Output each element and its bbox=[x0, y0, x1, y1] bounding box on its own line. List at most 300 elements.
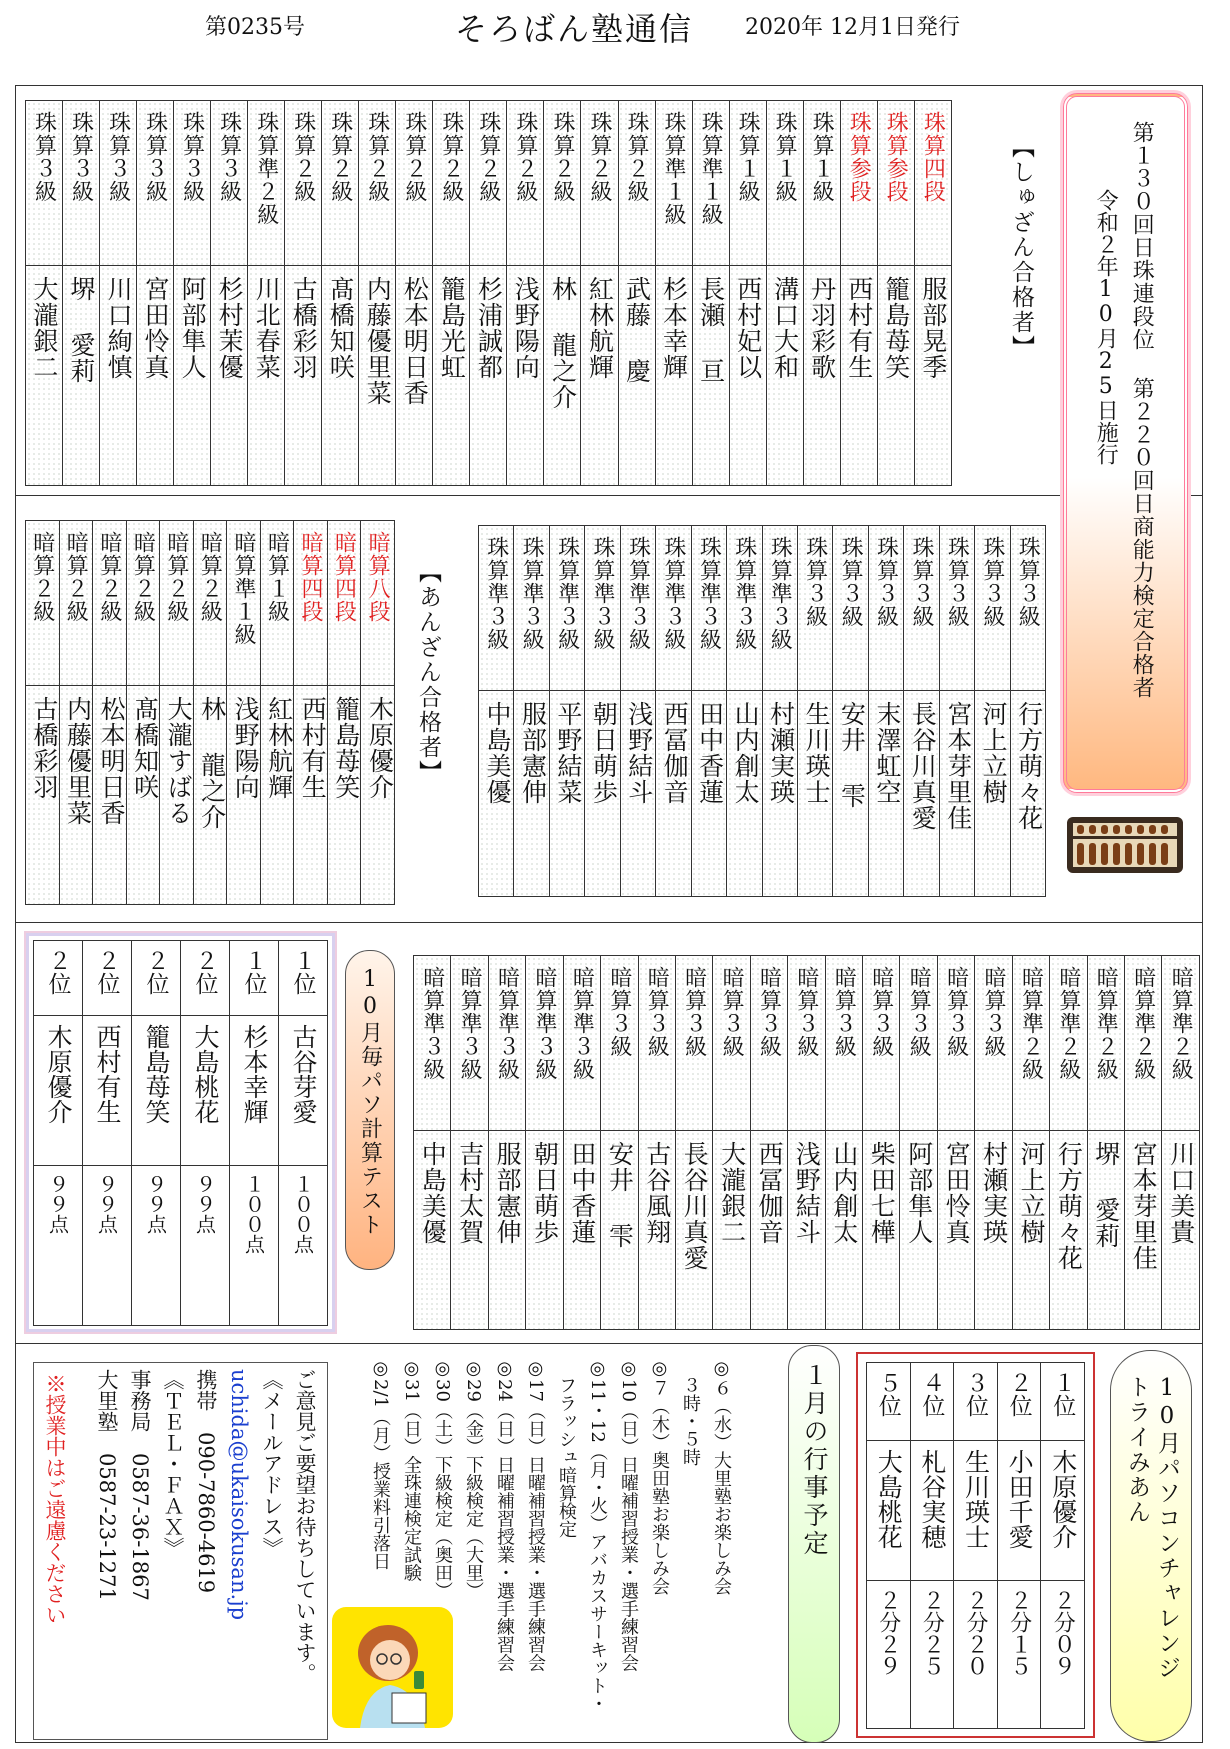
grade-cell bbox=[900, 956, 937, 1131]
name-cell bbox=[181, 1016, 230, 1166]
rank-text: ２位 bbox=[93, 949, 120, 995]
student-name: 溝口大和 bbox=[770, 276, 800, 380]
grade-label: 暗算３級 bbox=[906, 966, 932, 1058]
grade-label: 暗算準２級 bbox=[1093, 966, 1119, 1081]
grade-label: 暗算準３級 bbox=[419, 966, 445, 1081]
student-name: 堺 愛莉 bbox=[67, 276, 97, 384]
name-text: 籠島苺笑 bbox=[142, 1024, 171, 1124]
student-name: 長瀬 亘 bbox=[696, 276, 726, 384]
score-text: ９９点 bbox=[192, 1174, 217, 1234]
rank-cell bbox=[181, 941, 230, 1016]
grade-label: 暗算準１級 bbox=[230, 531, 256, 646]
grade-cell bbox=[507, 101, 544, 266]
abacus-icon bbox=[1065, 815, 1185, 875]
contact-line: ご意見ご要望お待ちしています。 bbox=[293, 1369, 317, 1684]
grade-cell bbox=[914, 101, 951, 266]
grade-label: 珠算２級 bbox=[549, 111, 575, 203]
schedule-item: ◎31（日）全珠連検定試験 bbox=[401, 1358, 422, 1582]
name-cell bbox=[863, 1131, 900, 1330]
rank-cell bbox=[997, 1363, 1041, 1441]
grade-cell bbox=[638, 956, 675, 1131]
student-name: 中島美優 bbox=[418, 1141, 448, 1245]
student-name: 大瀧すばる bbox=[164, 696, 194, 826]
name-cell bbox=[638, 1131, 675, 1330]
student-name: 中島美優 bbox=[483, 701, 512, 805]
student-name: 髙橋知咲 bbox=[130, 696, 160, 800]
name-cell bbox=[83, 1016, 132, 1166]
name-cell bbox=[1041, 1441, 1085, 1581]
grade-label: 珠算３級 bbox=[31, 111, 57, 203]
grade-label: 珠算３級 bbox=[1015, 536, 1041, 628]
student-name: 平野結菜 bbox=[553, 701, 583, 805]
grade-label: 珠算準３級 bbox=[696, 536, 722, 651]
student-name: 古谷風翔 bbox=[642, 1141, 672, 1245]
grade-cell bbox=[937, 956, 974, 1131]
grade-cell bbox=[904, 526, 939, 691]
student-name: 阿部隼人 bbox=[178, 276, 208, 380]
student-name: 宮田怜真 bbox=[942, 1141, 972, 1245]
name-text: 杉本幸輝 bbox=[240, 1024, 269, 1124]
name-cell bbox=[396, 266, 433, 486]
student-name: 河上立樹 bbox=[1016, 1141, 1046, 1245]
grade-cell bbox=[396, 101, 433, 266]
contact-line: 携帯 090-7860-4619 bbox=[194, 1369, 218, 1594]
grade-cell bbox=[803, 101, 840, 266]
schedule-item: フラッシュ暗算検定 bbox=[556, 1358, 577, 1538]
contact-line: 《ＴＥＬ・ＦＡＸ》 bbox=[161, 1369, 185, 1558]
name-cell bbox=[691, 691, 726, 897]
pc-test-table bbox=[33, 940, 328, 1326]
name-cell bbox=[230, 1016, 279, 1166]
name-cell bbox=[507, 266, 544, 486]
grade-label: 暗算１級 bbox=[264, 531, 290, 623]
grade-cell bbox=[479, 526, 514, 691]
name-cell bbox=[750, 1131, 787, 1330]
time-cell bbox=[997, 1581, 1041, 1729]
grade-label: 暗算３級 bbox=[981, 966, 1007, 1058]
score-cell bbox=[230, 1166, 279, 1326]
grade-label: 珠算２級 bbox=[512, 111, 538, 203]
pc-test-title: 10月毎パソ計算テスト bbox=[357, 967, 383, 1237]
grade-cell bbox=[840, 101, 877, 266]
student-name: 服部晃季 bbox=[918, 276, 948, 380]
rank-cell bbox=[83, 941, 132, 1016]
grade-cell bbox=[137, 101, 174, 266]
score-text: ９９点 bbox=[45, 1174, 70, 1234]
name-cell bbox=[451, 1131, 488, 1330]
student-name: 浅野陽向 bbox=[231, 696, 261, 800]
name-cell bbox=[975, 691, 1010, 897]
student-name: 林 龍之介 bbox=[197, 696, 227, 830]
issue-number: 第0235号 bbox=[205, 15, 305, 40]
schedule-item: ◎６（水）大里塾お楽しみ会 bbox=[711, 1358, 732, 1595]
student-name: 長谷川真愛 bbox=[680, 1141, 710, 1271]
pc-test-box bbox=[33, 940, 328, 1325]
student-name: 籠島苺笑 bbox=[331, 696, 361, 800]
name-cell bbox=[488, 1131, 525, 1330]
grade-cell bbox=[563, 956, 600, 1131]
grade-cell bbox=[675, 956, 712, 1131]
grade-label: 珠算３級 bbox=[802, 536, 828, 628]
score-cell bbox=[279, 1166, 328, 1326]
grade-cell bbox=[656, 526, 691, 691]
grade-label: 珠算準３級 bbox=[590, 536, 616, 651]
grade-label: 暗算準３級 bbox=[531, 966, 557, 1081]
grade-cell bbox=[294, 521, 328, 686]
grade-cell bbox=[514, 526, 549, 691]
score-text: ９９点 bbox=[94, 1174, 119, 1234]
grade-label: 珠算３級 bbox=[68, 111, 94, 203]
schedule-item: ◎11・12（月・火）アバカスサーキット・ bbox=[587, 1358, 608, 1713]
name-cell bbox=[975, 1131, 1012, 1330]
grade-label: 暗算準３級 bbox=[494, 966, 520, 1081]
grade-cell bbox=[1087, 956, 1124, 1131]
grade-label: 暗算八段 bbox=[365, 531, 391, 623]
student-name: 紅林航輝 bbox=[264, 696, 294, 800]
name-cell bbox=[563, 1131, 600, 1330]
student-name: 松本明日香 bbox=[97, 696, 127, 826]
grade-label: 珠算準３級 bbox=[660, 536, 686, 651]
grade-label: 暗算２級 bbox=[163, 531, 189, 623]
divider bbox=[15, 1343, 1203, 1344]
name-cell bbox=[93, 686, 127, 905]
grade-label: 珠算３級 bbox=[838, 536, 864, 628]
grade-cell bbox=[620, 526, 655, 691]
student-name: 内藤優里菜 bbox=[63, 696, 93, 826]
grade-cell bbox=[797, 526, 832, 691]
time-cell bbox=[1041, 1581, 1085, 1729]
name-cell bbox=[656, 691, 691, 897]
score-text: １００点 bbox=[290, 1174, 315, 1254]
grade-cell bbox=[526, 956, 563, 1131]
grade-label: 珠算３級 bbox=[873, 536, 899, 628]
name-cell bbox=[260, 686, 294, 905]
rank-text: ４位 bbox=[918, 1371, 945, 1417]
grade-cell bbox=[713, 956, 750, 1131]
grade-label: 珠算２級 bbox=[364, 111, 390, 203]
grade-cell bbox=[544, 101, 581, 266]
grade-label: 珠算２級 bbox=[586, 111, 612, 203]
grade-label: 珠算準１級 bbox=[661, 111, 687, 226]
score-cell bbox=[83, 1166, 132, 1326]
rank-cell bbox=[867, 1363, 911, 1441]
name-cell bbox=[132, 1016, 181, 1166]
student-name: 杉本幸輝 bbox=[659, 276, 689, 380]
grade-label: 珠算２級 bbox=[401, 111, 427, 203]
student-name: 紅林航輝 bbox=[585, 276, 615, 380]
score-cell bbox=[34, 1166, 83, 1326]
name-cell bbox=[248, 266, 285, 486]
pc-challenge-subtitle: トライみあん bbox=[1124, 1375, 1150, 1525]
name-cell bbox=[174, 266, 211, 486]
name-cell bbox=[327, 686, 361, 905]
rank-text: ２位 bbox=[142, 949, 169, 995]
grade-cell bbox=[601, 956, 638, 1131]
rank-cell bbox=[34, 941, 83, 1016]
certificate-title: 第１３０回日珠連段位 第２２０回日商能力検定合格者 bbox=[1129, 121, 1155, 699]
grade-cell bbox=[327, 521, 361, 686]
student-name: 柴田七樺 bbox=[867, 1141, 897, 1245]
name-cell bbox=[797, 691, 832, 897]
name-cell bbox=[1012, 1131, 1049, 1330]
grade-cell bbox=[361, 521, 395, 686]
rank-text: ２位 bbox=[1005, 1371, 1032, 1417]
student-name: 田中香蓮 bbox=[567, 1141, 597, 1245]
grade-cell bbox=[470, 101, 507, 266]
grade-label: 暗算準３級 bbox=[457, 966, 483, 1081]
contact-note: ※授業中はご遠慮ください bbox=[43, 1373, 67, 1625]
student-name: 籠島光虹 bbox=[437, 276, 467, 380]
grade-cell bbox=[691, 526, 726, 691]
name-cell bbox=[279, 1016, 328, 1166]
name-text: 大島桃花 bbox=[191, 1024, 220, 1124]
pc-test-title-pill bbox=[345, 950, 395, 1270]
student-name: 宮田怜真 bbox=[141, 276, 171, 380]
contact-box bbox=[33, 1362, 328, 1740]
grade-cell bbox=[1050, 956, 1087, 1131]
name-cell bbox=[900, 1131, 937, 1330]
name-cell bbox=[867, 1441, 911, 1581]
grade-label: 暗算準２級 bbox=[1055, 966, 1081, 1081]
shuzan-table-2 bbox=[478, 525, 1046, 897]
name-cell bbox=[675, 1131, 712, 1330]
schedule-title: １月の行事予定 bbox=[800, 1362, 829, 1558]
name-cell bbox=[193, 686, 227, 905]
time-text: ２分１５ bbox=[1006, 1589, 1032, 1677]
name-cell bbox=[581, 266, 618, 486]
grade-cell bbox=[727, 526, 762, 691]
grade-label: 珠算準３級 bbox=[625, 536, 651, 651]
grade-label: 珠算参段 bbox=[846, 111, 872, 203]
student-name: 林 龍之介 bbox=[548, 276, 578, 410]
name-cell bbox=[954, 1441, 998, 1581]
name-text: 木原優介 bbox=[44, 1024, 73, 1124]
grade-cell bbox=[100, 101, 137, 266]
grade-cell bbox=[26, 521, 60, 686]
rank-text: ２位 bbox=[44, 949, 71, 995]
rank-text: ３位 bbox=[961, 1371, 988, 1417]
student-name: 髙橋知咲 bbox=[326, 276, 356, 380]
grade-label: 暗算２級 bbox=[63, 531, 89, 623]
grade-cell bbox=[729, 101, 766, 266]
shuzan-table bbox=[25, 100, 952, 486]
student-name: 服部憲伸 bbox=[518, 701, 548, 805]
name-cell bbox=[788, 1131, 825, 1330]
name-cell bbox=[285, 266, 322, 486]
grade-label: 珠算準３級 bbox=[731, 536, 757, 651]
name-cell bbox=[137, 266, 174, 486]
name-cell bbox=[618, 266, 655, 486]
name-cell bbox=[727, 691, 762, 897]
grade-label: 珠算準３級 bbox=[519, 536, 545, 651]
grade-label: 珠算参段 bbox=[883, 111, 909, 203]
grade-label: 珠算２級 bbox=[475, 111, 501, 203]
grade-cell bbox=[260, 521, 294, 686]
schedule-item: ◎10（日）日曜補習授業・選手練習会 bbox=[618, 1358, 639, 1672]
name-cell bbox=[26, 266, 63, 486]
time-text: ２分０９ bbox=[1050, 1589, 1076, 1677]
contact-line[interactable]: uchida@ukaisokusan.jp bbox=[227, 1369, 251, 1621]
student-name: 行方萌々花 bbox=[1014, 701, 1044, 831]
name-cell bbox=[937, 1131, 974, 1330]
student-name: 木原優介 bbox=[365, 696, 395, 800]
grade-label: 暗算２級 bbox=[197, 531, 223, 623]
student-name: 生川瑛士 bbox=[801, 701, 831, 805]
grade-cell bbox=[248, 101, 285, 266]
name-cell bbox=[713, 1131, 750, 1330]
grade-cell bbox=[692, 101, 729, 266]
time-cell bbox=[954, 1581, 998, 1729]
grade-label: 暗算２級 bbox=[96, 531, 122, 623]
anzan-heading: 【あんざん合格者】 bbox=[415, 560, 441, 785]
name-cell bbox=[1087, 1131, 1124, 1330]
name-text: 生川瑛士 bbox=[961, 1449, 991, 1549]
grade-cell bbox=[193, 521, 227, 686]
pc-challenge-title-pill bbox=[1110, 1350, 1192, 1742]
name-cell bbox=[526, 1131, 563, 1330]
student-name: 朝日萌歩 bbox=[530, 1141, 560, 1245]
student-name: 松本明日香 bbox=[400, 276, 430, 406]
divider bbox=[15, 495, 1203, 496]
rank-text: １位 bbox=[1049, 1371, 1076, 1417]
name-cell bbox=[361, 686, 395, 905]
name-cell bbox=[840, 266, 877, 486]
grade-cell bbox=[26, 101, 63, 266]
student-name: 浅野陽向 bbox=[511, 276, 541, 380]
student-name: 西冨伽音 bbox=[755, 1141, 784, 1245]
name-text: 西村有生 bbox=[93, 1024, 122, 1124]
anzan-table bbox=[25, 520, 395, 905]
grade-label: 暗算準２級 bbox=[1168, 966, 1194, 1081]
time-cell bbox=[867, 1581, 911, 1729]
schedule-item: ３時・５時 bbox=[680, 1358, 701, 1466]
divider bbox=[15, 922, 1203, 923]
grade-cell bbox=[414, 956, 451, 1131]
grade-label: 珠算１級 bbox=[772, 111, 798, 203]
name-text: 大島桃花 bbox=[874, 1449, 904, 1549]
grade-label: 珠算１級 bbox=[735, 111, 761, 203]
student-name: 西村妃以 bbox=[733, 276, 763, 380]
grade-cell bbox=[585, 526, 620, 691]
grade-cell bbox=[833, 526, 868, 691]
name-cell bbox=[910, 1441, 954, 1581]
pc-challenge-table bbox=[866, 1362, 1085, 1729]
grade-cell bbox=[160, 521, 194, 686]
pc-challenge-box bbox=[856, 1352, 1095, 1738]
grade-cell bbox=[549, 526, 584, 691]
grade-label: 珠算２級 bbox=[438, 111, 464, 203]
student-name: 武藤 慶 bbox=[622, 276, 652, 384]
schedule-item: ◎2/1（月）授業料引落日 bbox=[370, 1358, 391, 1570]
name-cell bbox=[470, 266, 507, 486]
name-cell bbox=[585, 691, 620, 897]
grade-label: 珠算３級 bbox=[179, 111, 205, 203]
name-text: 小田千愛 bbox=[1005, 1449, 1035, 1549]
grade-label: 珠算３級 bbox=[216, 111, 242, 203]
student-name: 杉村茉優 bbox=[215, 276, 245, 380]
contact-line: 大里塾 0587-23-1271 bbox=[95, 1369, 119, 1601]
student-name: 宮本芽里佳 bbox=[943, 701, 973, 831]
student-name: 西村有生 bbox=[844, 276, 874, 380]
grade-label: 暗算２級 bbox=[29, 531, 55, 623]
name-cell bbox=[825, 1131, 862, 1330]
grade-cell bbox=[766, 101, 803, 266]
time-text: ２分２９ bbox=[875, 1589, 901, 1677]
name-cell bbox=[1162, 1131, 1200, 1330]
grade-label: 暗算３級 bbox=[644, 966, 670, 1058]
schedule-item: ◎24（日）日曜補習授業・選手練習会 bbox=[494, 1358, 515, 1672]
schedule-item: ◎30（土）下級検定（奥田） bbox=[432, 1358, 453, 1600]
certificate-date: 令和２年10月25日施行 bbox=[1093, 189, 1119, 465]
grade-cell bbox=[868, 526, 903, 691]
grade-cell bbox=[93, 521, 127, 686]
grade-cell bbox=[1125, 956, 1162, 1131]
schedule-item: ◎17（日）日曜補習授業・選手練習会 bbox=[525, 1358, 546, 1672]
name-cell bbox=[160, 686, 194, 905]
student-name: 川北春菜 bbox=[252, 276, 282, 380]
time-text: ２分２５ bbox=[919, 1589, 945, 1677]
grade-cell bbox=[863, 956, 900, 1131]
name-cell bbox=[914, 266, 951, 486]
student-name: 古橋彩羽 bbox=[30, 696, 59, 800]
grade-label: 暗算四段 bbox=[331, 531, 357, 623]
rank-cell bbox=[132, 941, 181, 1016]
rank-cell bbox=[910, 1363, 954, 1441]
student-name: 堺 愛莉 bbox=[1091, 1141, 1121, 1249]
grade-cell bbox=[451, 956, 488, 1131]
grade-label: 珠算２級 bbox=[327, 111, 353, 203]
name-cell bbox=[479, 691, 514, 897]
name-cell bbox=[803, 266, 840, 486]
student-name: 古橋彩羽 bbox=[289, 276, 319, 380]
rank-cell bbox=[230, 941, 279, 1016]
schedule-item: ◎７（木）奥田塾お楽しみ会 bbox=[649, 1358, 670, 1595]
student-name: 吉村太賀 bbox=[455, 1141, 485, 1245]
name-cell bbox=[322, 266, 359, 486]
student-name: 内藤優里菜 bbox=[363, 276, 393, 406]
contact-line: 事務局 0587-36-1867 bbox=[128, 1369, 152, 1601]
name-cell bbox=[766, 266, 803, 486]
grade-label: 暗算３級 bbox=[606, 966, 632, 1058]
grade-cell bbox=[59, 521, 93, 686]
rank-text: １位 bbox=[289, 949, 316, 995]
grade-label: 暗算３級 bbox=[681, 966, 707, 1058]
name-cell bbox=[544, 266, 581, 486]
grade-label: 暗算２級 bbox=[130, 531, 156, 623]
name-cell bbox=[414, 1131, 451, 1330]
grade-cell bbox=[227, 521, 261, 686]
student-name: 大瀧銀二 bbox=[30, 276, 60, 380]
grade-cell bbox=[975, 956, 1012, 1131]
student-name: 浅野結斗 bbox=[624, 701, 654, 805]
grade-label: 珠算準３級 bbox=[554, 536, 580, 651]
grade-cell bbox=[359, 101, 396, 266]
student-name: 行方萌々花 bbox=[1054, 1141, 1084, 1271]
name-cell bbox=[294, 686, 328, 905]
schedule-item: ◎29（金）下級検定（大里） bbox=[463, 1358, 484, 1600]
name-cell bbox=[59, 686, 93, 905]
student-name: 丹羽彩歌 bbox=[807, 276, 837, 380]
student-name: 服部憲伸 bbox=[493, 1141, 523, 1245]
name-cell bbox=[877, 266, 914, 486]
grade-cell bbox=[285, 101, 322, 266]
rank-text: ５位 bbox=[874, 1371, 901, 1417]
name-cell bbox=[126, 686, 160, 905]
name-cell bbox=[868, 691, 903, 897]
grade-cell bbox=[63, 101, 100, 266]
student-name: 西冨伽音 bbox=[660, 701, 690, 805]
name-cell bbox=[655, 266, 692, 486]
